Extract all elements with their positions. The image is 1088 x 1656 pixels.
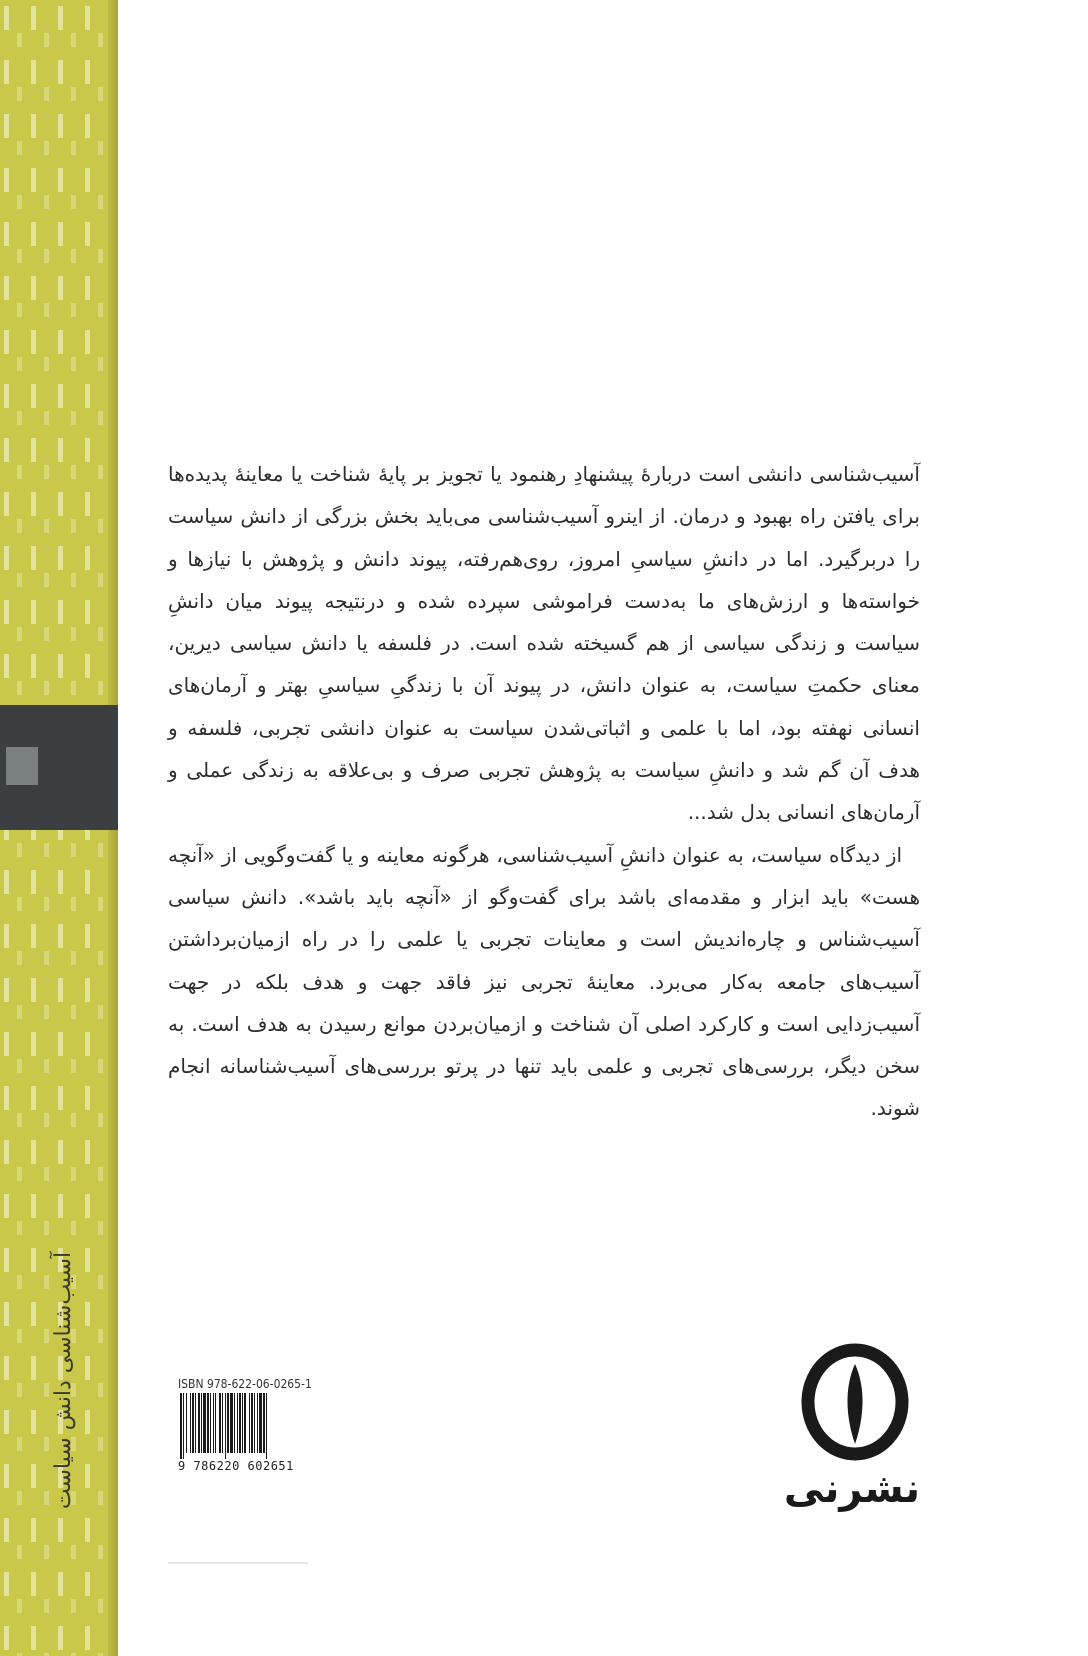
publisher-name: نشرنی — [783, 1466, 920, 1512]
isbn-barcode — [178, 1377, 353, 1477]
back-cover-blurb — [168, 453, 920, 1130]
barcode-digits: 9 786220 602651 — [178, 1459, 294, 1473]
bottom-faint-mark — [168, 1562, 308, 1564]
blurb-paragraph-1: آسیب‌شناسی دانشی است دربارهٔ پیشنهادِ رهنمود یا تجویز بر پایهٔ شناخت یا معاینهٔ پدیده‌ها برای یافتن راه بهبود و درمان. از اینرو آسیب‌شناسی می‌باید بخش بزرگی از دانش سیاست را دربرگیرد. اما در دانشِ سیاسیِ امروز، روی‌هم‌رفته، پیوند دانش و پژوهش با نیازها و خواسته‌ها و ارزش‌های ما به‌دست فراموشی سپرده شده و درنتیجه پیوند میان دانشِ سیاست و زندگی سیاسی از هم گسیخته شده است. در فلسفه یا دانش سیاسی دیرین، معنای حکمتِ سیاست، به عنوان دانش، در پیوند آن با زندگیِ سیاسیِ بهتر و آرمان‌های انسانی نهفته بود، اما با علمی و اثباتی‌شدن سیاست به عنوان دانشی تجربی، فلسفه و هدف آن گم شد و دانشِ سیاست به پژوهش تجربی صرف و بی‌علاقه به زندگی عملی و آرمان‌های انسانی بدل شد... — [168, 462, 920, 825]
isbn-label: ISBN 978-622-06-0265-1 — [178, 1377, 312, 1391]
blurb-paragraph-2: از دیدگاه سیاست، به عنوان دانشِ آسیب‌شناسی، هرگونه معاینه و یا گفت‌وگویی از «آنچه هست» باید ابزار و مقدمه‌ای باشد برای گفت‌وگو از «آنچه باید باشد». دانش سیاسی آسیب‌شناس و چاره‌اندیش است و معاینات تجربی یا علمی را در راه ازمیان‌برداشتن آسیب‌های جامعه به‌کار می‌برد. معاینهٔ تجربی نیز فاقد جهت و هدف بلکه در جهت آسیب‌زدایی است و کارکرد اصلی آن شناخت و ازمیان‌بردن موانع رسیدن به هدف است. به سخن دیگر، بررسی‌های تجربی و علمی باید تنها در پرتو بررسی‌های آسیب‌شناسانه انجام شوند. — [168, 842, 920, 1121]
nashr-ney-logo-icon — [790, 1340, 920, 1480]
spine-title — [44, 1251, 84, 1509]
spine-title-text: آسیب‌شناسی دانش سیاست — [51, 1251, 77, 1509]
spine-dark-band — [0, 705, 118, 830]
barcode-bars — [178, 1393, 338, 1459]
spine-band-inset — [6, 747, 38, 785]
